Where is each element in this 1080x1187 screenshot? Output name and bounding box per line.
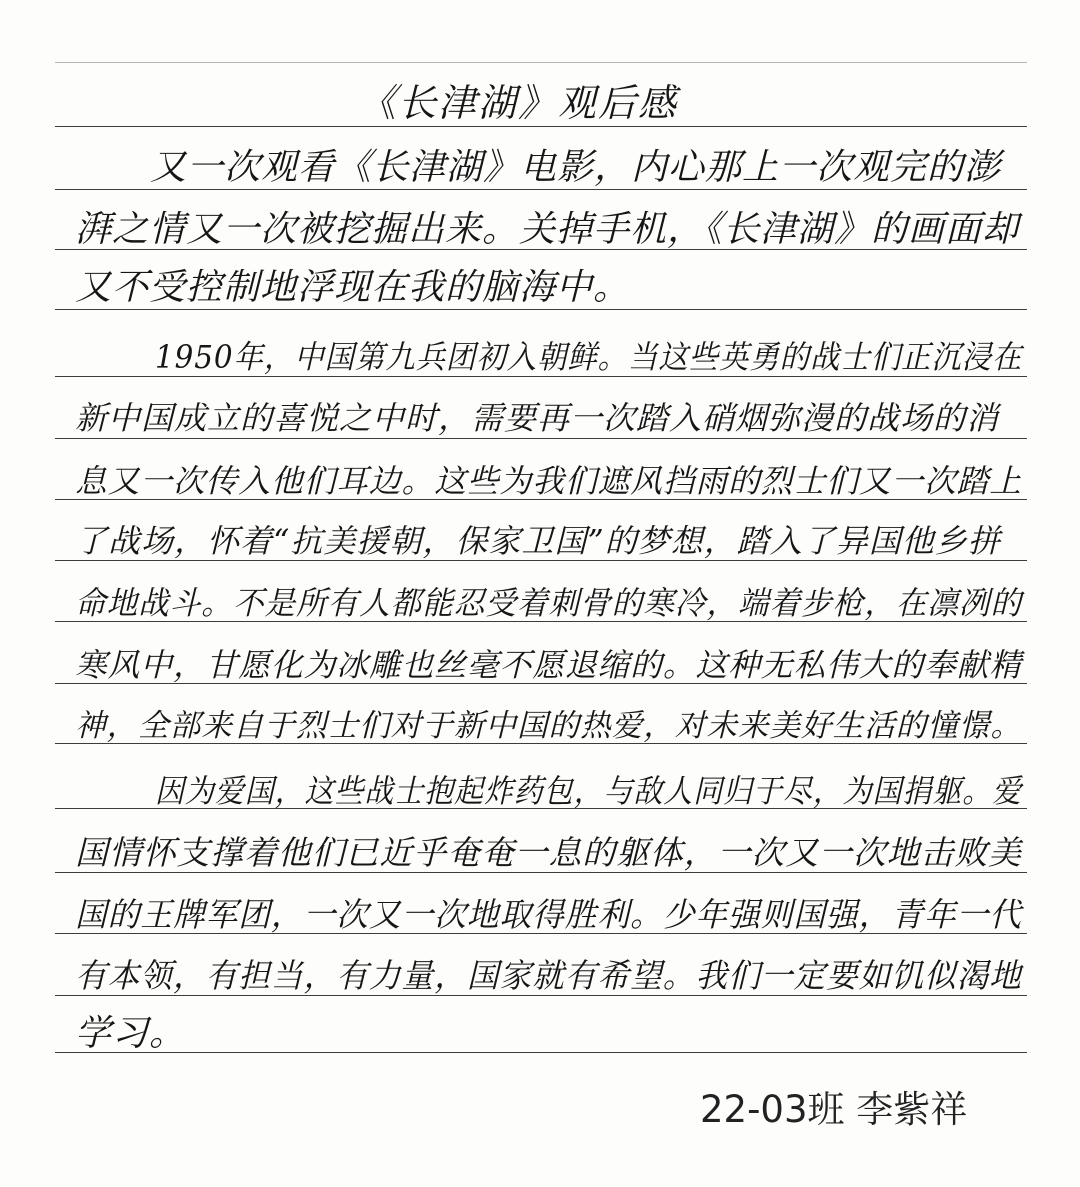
essay-line: 命地战斗。不是所有人都能忍受着刺骨的寒冷，端着步枪，在凛冽的 (75, 584, 1023, 622)
class-and-author-signature: 22-03班 李紫祥 (700, 1088, 968, 1131)
essay-line: 国的王牌军团，一次又一次地取得胜利。少年强则国强，青年一代 (75, 895, 1022, 934)
essay-line: 寒风中，甘愿化为冰雕也丝毫不愿退缩的。这种无私伟大的奉献精 (75, 646, 1023, 684)
ruled-line (55, 249, 1027, 250)
essay-line: 1950年，中国第九兵团初入朝鲜。当这些英勇的战士们正沉浸在 (155, 338, 1023, 376)
essay-line: 又不受控制地浮现在我的脑海中。 (75, 267, 631, 308)
essay-line: 因为爱国，这些战士抱起炸药包，与敌人同归于尽，为国捐躯。爱 (155, 772, 1023, 810)
ruled-line (55, 499, 1027, 500)
essay-line: 新中国成立的喜悦之中时，需要再一次踏入硝烟弥漫的战场的消 (75, 399, 1000, 437)
ruled-line (55, 189, 1027, 190)
essay-line: 湃之情又一次被挖掘出来。关掉手机，《长津湖》的画面却 (75, 209, 1020, 250)
ruled-line (55, 1052, 1027, 1053)
ruled-line (55, 743, 1027, 744)
ruled-line (55, 126, 1027, 127)
ruled-line (55, 560, 1027, 561)
essay-line: 学习。 (75, 1013, 187, 1054)
ruled-line (55, 995, 1027, 996)
ruled-line (55, 309, 1027, 310)
essay-line: 了战场，怀着“抗美援朝，保家卫国”的梦想，踏入了异国他乡拼 (75, 522, 1001, 560)
ruled-line (55, 808, 1027, 809)
ruled-line (55, 872, 1027, 873)
ruled-line (55, 438, 1027, 439)
ruled-line (55, 683, 1027, 684)
essay-line: 有本领，有担当，有力量，国家就有希望。我们一定要如饥似渴地 (75, 956, 1022, 995)
essay-line: 息又一次传入他们耳边。这些为我们遮风挡雨的烈士们又一次踏上 (75, 462, 1023, 500)
essay-line: 神，全部来自于烈士们对于新中国的热爱，对未来美好生活的憧憬。 (75, 708, 1023, 744)
essay-line: 又一次观看《长津湖》电影，内心那上一次观完的澎 (150, 147, 1002, 188)
ruled-line (55, 933, 1027, 934)
page-top-rule (55, 62, 1027, 63)
ruled-line (55, 621, 1027, 622)
essay-line: 国情怀支撑着他们已近乎奄奄一息的躯体，一次又一次地击败美 (75, 833, 1022, 872)
essay-title: 《长津湖》观后感 (358, 81, 679, 125)
ruled-line (55, 376, 1027, 377)
